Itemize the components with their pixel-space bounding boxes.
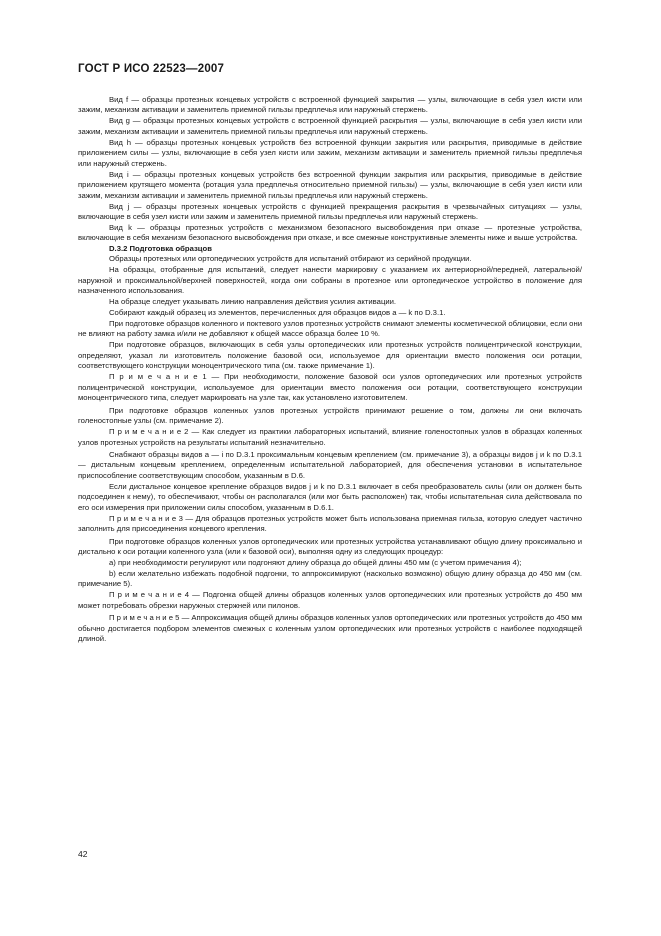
paragraph: При подготовке образцов коленных узлов ортопедических или протезных устройства устанавливают общую длину проксимально и дистально к оси ротации коленного узла (или к базовой оси), выполняя одну из следующих процедур: <box>78 536 582 557</box>
paragraph: Снабжают образцы видов а — i по D.3.1 проксимальным концевым креплением (см. примечание 3), а образцы видов j и k по D.3.1 — дистальным концевым креплением, определенным испытательной лабораторией, для обеспечения установки в испытательное приспособление соответствующим способом, указанным в D.6. <box>78 449 582 480</box>
paragraph: На образце следует указывать линию направления действия усилия активации. <box>109 297 397 307</box>
paragraph: Образцы протезных или ортопедических устройств для испытаний отбирают из серийной продукции. <box>109 254 472 264</box>
paragraph: Собирают каждый образец из элементов, перечисленных для образцов видов а — k по D.3.1. <box>109 308 446 318</box>
section-heading: D.3.2 Подготовка образцов <box>109 243 212 253</box>
paragraph-view-g: Вид g — образцы протезных концевых устройств с встроенной функцией раскрытия — узлы, включающие в себя узел кисти или зажим, механизм активации и заменитель приемной гильзы предплечья или наружный стержень. <box>78 116 582 136</box>
paragraph-view-h: Вид h — образцы протезных концевых устройств без встроенной функции закрытия или раскрытия, приводимые в действие приложением силы — узлы, включающие в себя узел кисти или зажим, механизм активации и заменитель приемной гильзы предплечья или наружный стержень. <box>78 137 582 168</box>
paragraph-view-i: Вид i — образцы протезных концевых устройств без встроенной функции закрытия или раскрытия, приводимые в действие приложением крутящего момента (ротация узла предплечья относительно приемной гильзы) — узлы, включающие в себя узел кисти или зажим, механизм активации и заменитель приемной гильзы предплечья или наружный стержень. <box>78 169 582 200</box>
list-item-a: а) при необходимости регулируют или подгоняют длину образца до общей длины 450 мм (с учетом примечания 4); <box>109 557 522 567</box>
document-header: ГОСТ Р ИСО 22523—2007 <box>78 63 225 75</box>
paragraph: При подготовке образцов коленного и поктевого узлов протезных устройств снимают элементы косметической облицовки, если они не влияют на работу замка и/или не добавляют к общей массе образца более 10 %. <box>78 319 582 339</box>
paragraph: При подготовке образцов, включающих в себя узлы ортопедических или протезных устройств полицентрической конструкции, определяют, указал ли изготовитель положение базовой оси, используемое для ориентации вместо положения оси ротации, соответствующего конструкции моноцентрического типа (см. также примечание 1). <box>78 340 582 371</box>
note-4: П р и м е ч а н и е 4 — Подгонка общей длины образцов коленных узлов ортопедических или протезных устройств до 450 мм может потребовать обрезки наружных стержней или пилонов. <box>78 590 582 610</box>
paragraph: При подготовке образцов коленных узлов протезных устройств принимают решение о том, должны ли они включать голеностопные узлы (см. примечание 2). <box>78 405 582 426</box>
paragraph-view-k: Вид k — образцы протезных устройств с механизмом безопасного высвобождения при отказе — протезные устройства, включающие в себя механизм безопасного высвобождения при отказе, и все смежные конструктивные элементы ниже и выше устройства. <box>78 222 582 243</box>
note-1: П р и м е ч а н и е 1 — При необходимости, положение базовой оси узлов ортопедических или протезных устройств полицентрической конструкции, используемое для ориентации вместо положения оси ротации, соответствующего конструкции моноцентрического типа, следует маркировать на узле так, как установлено изготовителем. <box>78 372 582 403</box>
document-body <box>78 95 582 647</box>
paragraph: На образцы, отобранные для испытаний, следует нанести маркировку с указанием их антериорной/передней, латеральной/наружной и проксимальной/верхней поверхностей, когда они собраны в протезное или ортопедическое устройство в положение для назначенного использования. <box>78 265 582 296</box>
paragraph-view-f: Вид f — образцы протезных концевых устройств с встроенной функцией закрытия — узлы, включающие в себя узел кисти или зажим, механизм активации и заменитель приемной гильзы предплечья или наружный стержень. <box>78 95 582 115</box>
list-item-b: b) если желательно избежать подобной подгонки, то аппроксимируют (насколько возможно) общую длину образца до 450 мм (см. примечание 5). <box>78 568 582 589</box>
note-5: П р и м е ч а н и е 5 — Аппроксимация общей длины образцов коленных узлов ортопедических или протезных устройств до 450 мм обычно достигается подбором элементов смежных с коленным узлом ортопедических или протезных устройств с наиболее подходящей длиной. <box>78 613 582 644</box>
paragraph: Если дистальное концевое крепление образцов видов j и k по D.3.1 включает в себя преобразователь силы (или он должен быть подсоединен к нему), то обеспечивают, чтобы он располагался (или мог быть расположен) так, чтобы испытательная сила действовала по его оси измерения при приложении силы способом, указанным в D.6.1. <box>78 481 582 512</box>
note-2: П р и м е ч а н и е 2 — Как следует из практики лабораторных испытаний, влияние голеностопных узлов в образцах коленных узлов протезных устройств на результаты испытаний незначительно. <box>78 427 582 447</box>
note-3: П р и м е ч а н и е 3 — Для образцов протезных устройств может быть использована приемная гильза, которую следует частично заполнить для присоединения концевого крепления. <box>78 513 582 534</box>
paragraph-view-j: Вид j — образцы протезных концевых устройств с функцией прекращения раскрытия в чрезвычайных ситуациях — узлы, включающие в себя узел кисти или зажим и заменитель приемной гильзы предплечья или наружный стержень. <box>78 201 582 221</box>
page-number: 42 <box>78 849 88 859</box>
